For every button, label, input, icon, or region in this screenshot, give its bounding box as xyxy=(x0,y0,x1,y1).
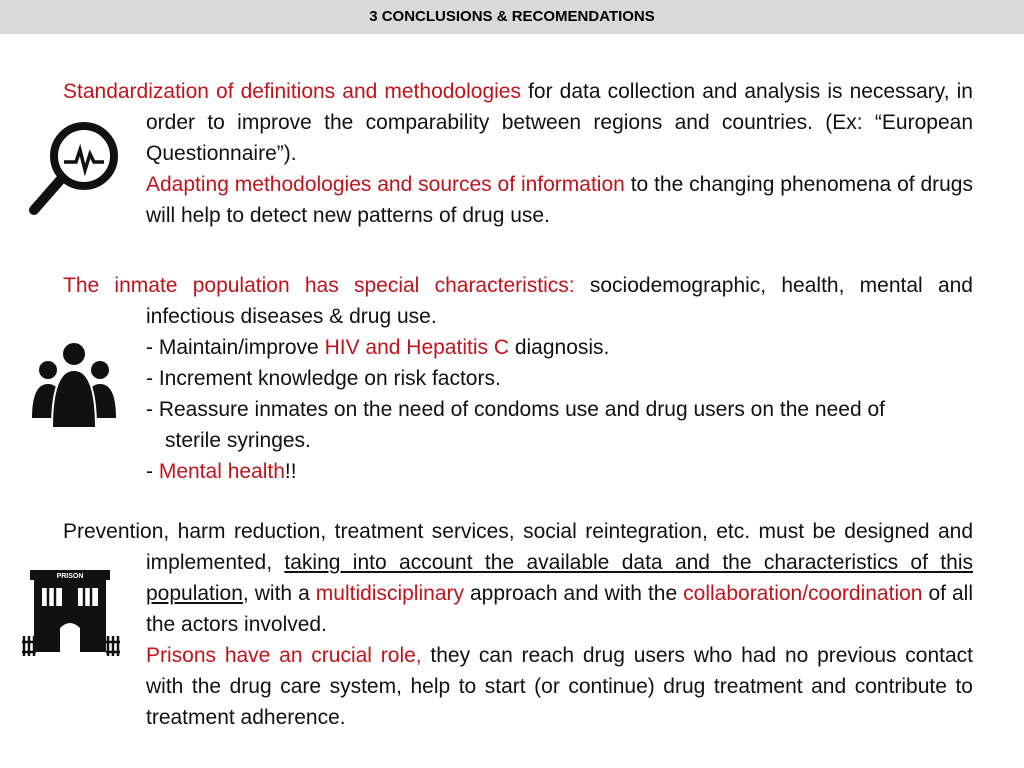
body-text: diagnosis. xyxy=(508,336,610,359)
highlight-text: multidisciplinary xyxy=(315,582,464,605)
highlight-text: Adapting methodologies and sources of information xyxy=(146,173,625,196)
prison-label: PRISON xyxy=(56,573,84,580)
body-text: sociodemographic, health, mental and infectious diseases & drug use. xyxy=(146,274,973,328)
body-text: - Maintain/improve xyxy=(146,336,325,359)
body-text: to the changing phenomena of drugs will help to detect new patterns of drug use. xyxy=(146,173,973,227)
bullet-continuation: sterile syringes. xyxy=(165,429,311,452)
bullet-item: - Reassure inmates on the need of condoms use and drug users on the need of xyxy=(146,398,885,421)
underlined-text: taking into account the available data and the characteristics of this population xyxy=(146,551,973,605)
highlight-text: The inmate population has special characteristics: xyxy=(63,274,575,297)
paragraph xyxy=(63,516,973,640)
page-title: 3 CONCLUSIONS & RECOMENDATIONS xyxy=(369,8,655,25)
section-inmate-population xyxy=(63,270,973,487)
highlight-text: Prisons have an crucial role, xyxy=(146,644,422,667)
paragraph xyxy=(63,640,973,733)
highlight-text: HIV and Hepatitis C xyxy=(324,336,509,359)
section-prevention xyxy=(63,516,973,733)
section-data-standardization xyxy=(63,76,973,231)
body-text: they can reach drug users who had no previous contact with the drug care system, help to start (or continue) drug treatment and contribute to treatment adherence. xyxy=(146,644,974,729)
body-text: !! xyxy=(284,460,297,483)
bullet-item xyxy=(63,332,973,363)
body-text: , with a xyxy=(242,582,316,605)
body-text: for data collection and analysis is necessary, in order to improve the comparability between regions and countries. (Ex: “European Questionnaire”). xyxy=(146,80,973,165)
page-header xyxy=(0,0,1024,34)
body-text: Prevention, harm reduction, treatment services, social reintegration, etc. must be designed and implemented, xyxy=(63,520,973,574)
highlight-text: collaboration/coordination xyxy=(683,582,923,605)
paragraph xyxy=(63,169,973,231)
paragraph xyxy=(63,270,973,332)
body-text: of all the actors involved. xyxy=(146,582,973,636)
paragraph xyxy=(63,76,973,169)
body-text: approach and with the xyxy=(464,582,684,605)
highlight-text: Standardization of definitions and methodologies xyxy=(63,80,521,103)
bullet-item xyxy=(63,456,973,487)
bullet-item: - Increment knowledge on risk factors. xyxy=(146,367,501,390)
body-text: - xyxy=(146,460,159,483)
highlight-text: Mental health xyxy=(158,460,285,483)
